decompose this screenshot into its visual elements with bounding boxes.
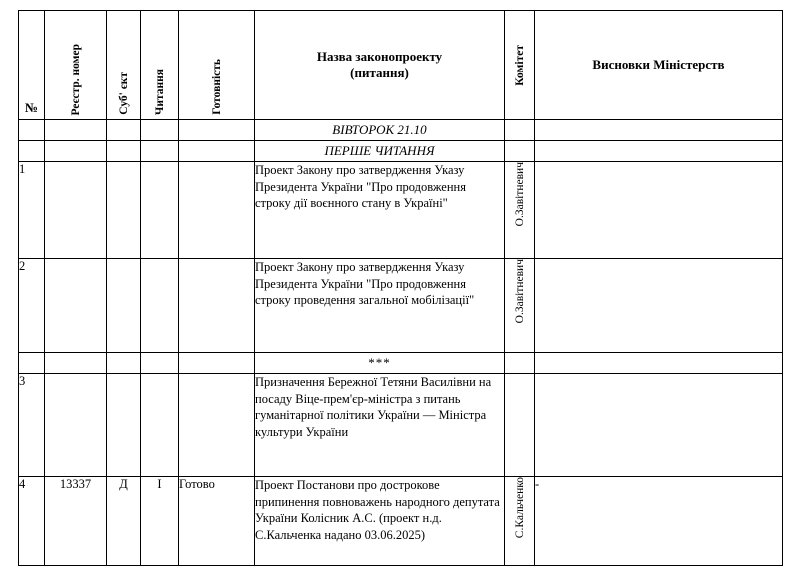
row-conclusion	[535, 259, 783, 353]
table-header-row	[19, 11, 783, 120]
row-registration: 13337	[45, 477, 107, 566]
section-row-day	[19, 120, 783, 141]
section-reading-spacer-read	[141, 141, 179, 162]
column-header-readiness	[179, 11, 255, 120]
column-header-bill-name-line1: Назва законопроекту	[316, 48, 443, 64]
row-committee	[505, 477, 535, 566]
column-header-conclusions	[535, 11, 783, 120]
row-bill-name: Призначення Бережної Тетяни Василівни на посаду Віце-прем'єр-міністра з питань гуманітарної політики України — Міністра культури України	[255, 374, 505, 477]
section-row-reading	[19, 141, 783, 162]
column-header-bill-name	[255, 11, 505, 120]
section-reading-spacer-com	[505, 141, 535, 162]
section-day-spacer-read	[141, 120, 179, 141]
column-header-number	[19, 11, 45, 120]
section-title-stars: ***	[255, 353, 505, 374]
table-row	[19, 477, 783, 566]
row-conclusion: -	[535, 477, 783, 566]
section-day-spacer-com	[505, 120, 535, 141]
row-registration	[45, 259, 107, 353]
row-subject	[107, 162, 141, 259]
row-readiness	[179, 162, 255, 259]
row-readiness: Готово	[179, 477, 255, 566]
section-day-spacer-subj	[107, 120, 141, 141]
section-day-spacer-num	[19, 120, 45, 141]
row-reading	[141, 259, 179, 353]
column-header-bill-name-line2: (питання)	[350, 65, 409, 80]
row-reading	[141, 374, 179, 477]
section-stars-spacer-ready	[179, 353, 255, 374]
column-header-conclusions-label: Висновки Міністерств	[592, 56, 725, 72]
row-subject	[107, 374, 141, 477]
row-readiness	[179, 374, 255, 477]
row-registration	[45, 374, 107, 477]
table-row	[19, 259, 783, 353]
section-row-stars	[19, 353, 783, 374]
table-row	[19, 374, 783, 477]
section-reading-spacer-subj	[107, 141, 141, 162]
row-conclusion	[535, 162, 783, 259]
section-day-spacer-reg	[45, 120, 107, 141]
section-day-spacer-concl	[535, 120, 783, 141]
section-stars-spacer-subj	[107, 353, 141, 374]
row-bill-name: Проект Постанови про дострокове припинення повноважень народного депутата України Колісник А.С. (проект н.д. С.Кальченка надано 03.06.2025)	[255, 477, 505, 566]
column-header-registration-label: Реєстр. номер	[69, 43, 82, 115]
column-header-subject	[107, 11, 141, 120]
row-registration	[45, 162, 107, 259]
row-committee	[505, 259, 535, 353]
section-stars-spacer-read	[141, 353, 179, 374]
section-stars-spacer-num	[19, 353, 45, 374]
row-readiness	[179, 259, 255, 353]
section-stars-spacer-com	[505, 353, 535, 374]
row-subject: Д	[107, 477, 141, 566]
section-stars-spacer-reg	[45, 353, 107, 374]
column-header-committee-label: Комітет	[513, 44, 526, 86]
row-committee	[505, 374, 535, 477]
row-number: 4	[19, 477, 45, 566]
table-row	[19, 162, 783, 259]
row-committee-label: О.Завітневич	[513, 259, 526, 324]
section-reading-spacer-concl	[535, 141, 783, 162]
section-reading-spacer-num	[19, 141, 45, 162]
agenda-table	[18, 10, 783, 566]
row-number: 3	[19, 374, 45, 477]
row-reading: І	[141, 477, 179, 566]
column-header-readiness-label: Готовність	[210, 59, 223, 115]
row-conclusion	[535, 374, 783, 477]
row-bill-name: Проект Закону про затвердження Указу Президента України "Про продовження строку дії воєнного стану в Україні"	[255, 162, 505, 259]
column-header-reading	[141, 11, 179, 120]
section-reading-spacer-ready	[179, 141, 255, 162]
row-committee-label: С.Кальченко	[513, 477, 526, 539]
row-reading	[141, 162, 179, 259]
row-number: 1	[19, 162, 45, 259]
column-header-subject-label: Суб' єкт	[117, 72, 130, 115]
column-header-registration	[45, 11, 107, 120]
row-subject	[107, 259, 141, 353]
row-number: 2	[19, 259, 45, 353]
row-committee	[505, 162, 535, 259]
section-reading-spacer-reg	[45, 141, 107, 162]
column-header-number-label: №	[24, 100, 39, 115]
section-day-spacer-ready	[179, 120, 255, 141]
row-bill-name: Проект Закону про затвердження Указу Президента України "Про продовження строку проведення загальної мобілізації"	[255, 259, 505, 353]
section-stars-spacer-concl	[535, 353, 783, 374]
column-header-reading-label: Читання	[153, 68, 166, 115]
column-header-committee	[505, 11, 535, 120]
section-title-day: ВІВТОРОК 21.10	[255, 120, 505, 141]
row-committee-label: О.Завітневич	[513, 162, 526, 227]
section-title-reading: ПЕРШЕ ЧИТАННЯ	[255, 141, 505, 162]
